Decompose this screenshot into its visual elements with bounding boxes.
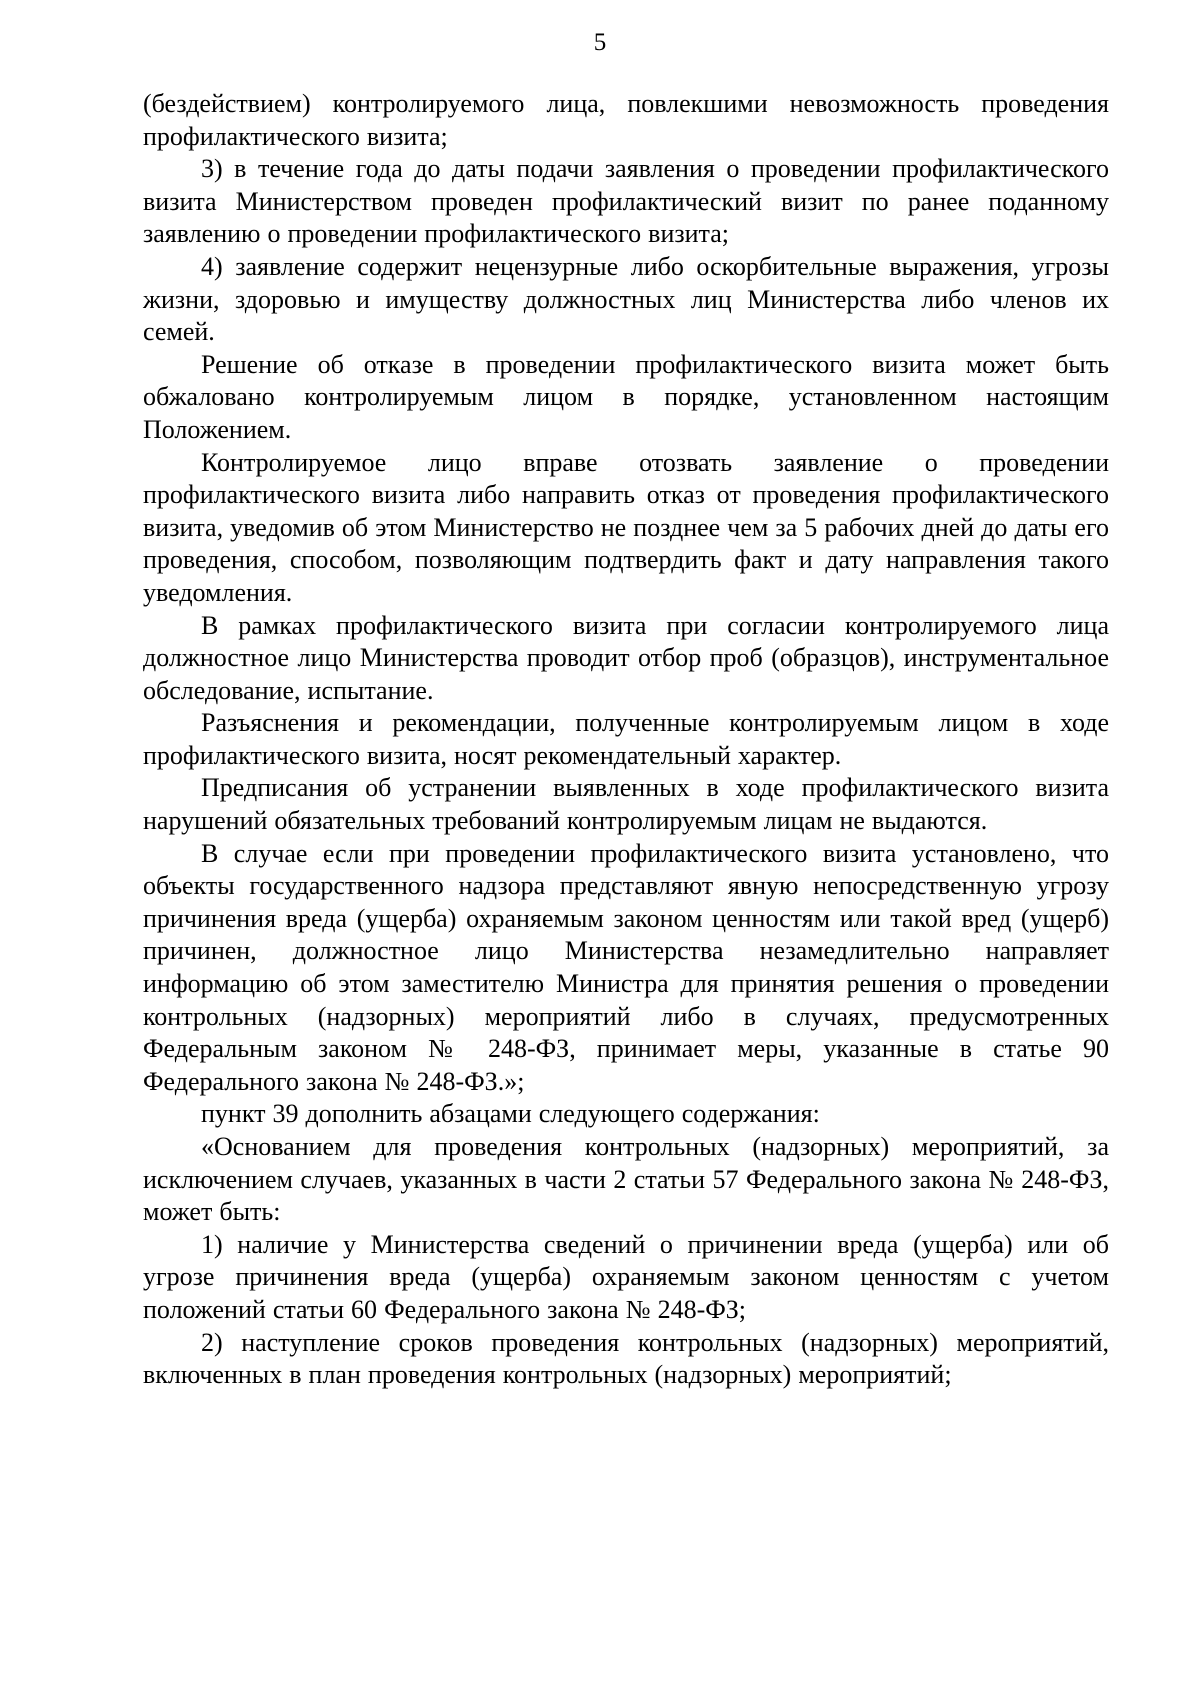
paragraph-refusal-appeal: Решение об отказе в проведении профилактического визита может быть обжаловано контролируемым лицом в порядке, установленном настоящим Положением. (143, 349, 1109, 444)
paragraph-continuation: (бездействием) контролируемого лица, повлекшими невозможность проведения профилактического визита; (143, 89, 1109, 151)
paragraph-grounds: «Основанием для проведения контрольных (надзорных) мероприятий, за исключением случаев, указанных в части 2 статьи 57 Федерального закона № 248-ФЗ, может быть: (143, 1132, 1109, 1227)
paragraph-withdrawal: Контролируемое лицо вправе отозвать заявление о проведении профилактического визита либо направить отказ от проведения профилактического визита, уведомив об этом Министерство не позднее чем за 5 рабочих дней до даты его проведения, способом, позволяющим подтвердить факт и дату направления такого уведомления. (143, 447, 1109, 607)
list-item-3: 3) в течение года до даты подачи заявления о проведении профилактического визита Министерством проведен профилактический визит по ранее поданному заявлению о проведении профилактического визита; (143, 154, 1109, 249)
grounds-item-2: 2) наступление сроков проведения контрольных (надзорных) мероприятий, включенных в план проведения контрольных (надзорных) мероприятий; (143, 1327, 1109, 1390)
grounds-item-1: 1) наличие у Министерства сведений о причинении вреда (ущерба) или об угрозе причинения вреда (ущерба) охраняемым законом ценностям с учетом положений статьи 60 Федерального закона № 248-ФЗ; (143, 1229, 1109, 1324)
paragraph-recommendations: Разъяснения и рекомендации, полученные контролируемым лицом в ходе профилактического визита, носят рекомендательный характер. (143, 708, 1109, 770)
paragraph-prescriptions: Предписания об устранении выявленных в ходе профилактического визита нарушений обязательных требований контролируемым лицам не выдаются. (143, 773, 1109, 836)
paragraph-threat-case: В случае если при проведении профилактического визита установлено, что объекты государственного надзора представляют явную непосредственную угрозу причинения вреда (ущерба) охраняемым законом ценностям или такой вред (ущерб) причинен, должностное лицо Министерства незамедлительно направляет информацию об этом заместителю Министра для принятия решения о проведении контрольных (надзорных) мероприятий либо в случаях, предусмотренных Федеральным законом № 248-ФЗ, принимает меры, указанные в статье 90 Федерального закона № 248-ФЗ.»; (143, 838, 1109, 1096)
list-item-4: 4) заявление содержит нецензурные либо оскорбительные выражения, угрозы жизни, здоровью и имуществу должностных лиц Министерства либо членов их семей. (143, 251, 1109, 347)
document-body (143, 88, 1109, 1392)
paragraph-item-39: пункт 39 дополнить абзацами следующего содержания: (201, 1099, 820, 1129)
paragraph-sampling: В рамках профилактического визита при согласии контролируемого лица должностное лицо Министерства проводит отбор проб (образцов), инструментальное обследование, испытание. (143, 610, 1109, 705)
page-number: 5 (593, 29, 607, 56)
